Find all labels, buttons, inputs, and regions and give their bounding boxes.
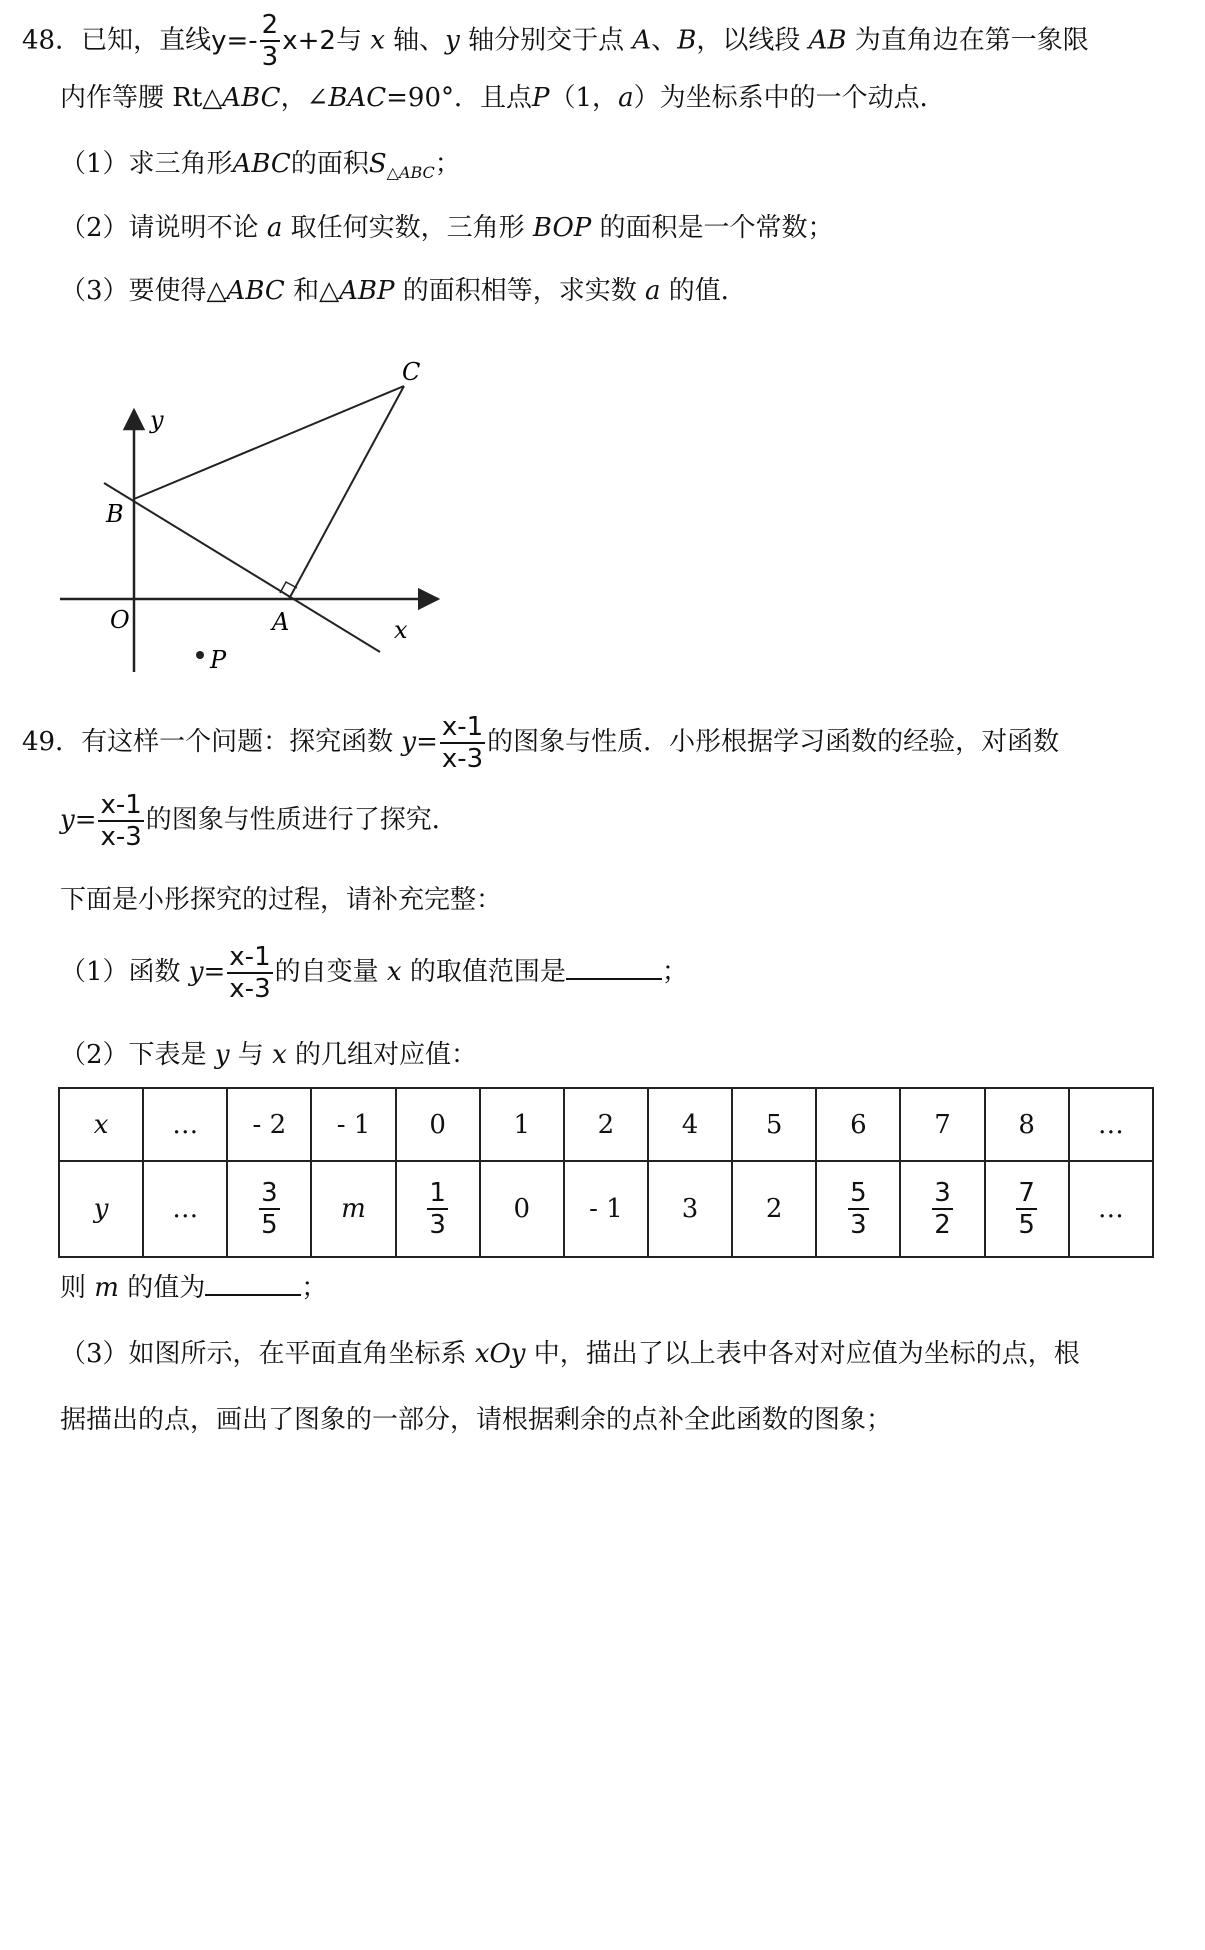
value-table: [58, 1087, 1154, 1258]
segment-ca: [289, 386, 404, 599]
label-c: C: [402, 358, 421, 386]
answer-blank-domain[interactable]: [566, 952, 662, 980]
q49-line-2: y= $\frac{x-1}{x-3}$ 的图象与性质进行了探究．: [60, 790, 458, 852]
q48-part-2: （2）请说明不论 a 取任何实数，三角形 BOP 的面积是一个常数；: [60, 213, 834, 243]
q49-part-3-line-2: 据描出的点，画出了图象的一部分，请根据剩余的点补全此函数的图象；: [60, 1405, 893, 1435]
segment-bc: [134, 386, 404, 499]
q48-number: 48．: [22, 25, 82, 56]
table-cell: …: [143, 1161, 227, 1257]
table-cell: $\frac{3}{5}$: [227, 1161, 311, 1257]
q49-number: 49．: [22, 727, 82, 757]
label-x: x: [394, 616, 408, 644]
point-p: [196, 651, 204, 659]
q48-line-1: 48．已知，直线y=- $\frac{2}{3}$ x+2与 x 轴、y 轴分别交于点 A、B，以线段 AB 为直角边在第一象限: [22, 10, 1089, 72]
table-cell: 4: [648, 1088, 732, 1161]
table-header-x: x: [59, 1088, 143, 1161]
table-cell: 0: [480, 1161, 564, 1257]
table-cell: 6: [816, 1088, 900, 1161]
table-header-y: y: [59, 1161, 143, 1257]
q49-line-1: 49．有这样一个问题：探究函数 y= $\frac{x-1}{x-3}$ 的图象与性质．小彤根据学习函数的经验，对函数: [22, 712, 1060, 774]
table-cell: …: [1069, 1161, 1153, 1257]
q48-line-2: 内作等腰 Rt△ABC，∠BAC=90°．且点P（1，a）为坐标系中的一个动点．: [60, 83, 946, 113]
table-cell: $\frac{3}{2}$: [900, 1161, 984, 1257]
q49-part-2: （2）下表是 y 与 x 的几组对应值：: [60, 1040, 478, 1070]
table-cell: 2: [732, 1161, 816, 1257]
table-row-y: [59, 1161, 1153, 1257]
label-y: y: [150, 406, 164, 434]
table-cell: …: [1069, 1088, 1153, 1161]
table-cell: m: [311, 1161, 395, 1257]
table-cell: - 1: [311, 1088, 395, 1161]
label-b: B: [106, 500, 124, 528]
label-o: O: [110, 606, 130, 634]
table-cell: 8: [985, 1088, 1069, 1161]
table-cell: 0: [396, 1088, 480, 1161]
table-cell: - 1: [564, 1161, 648, 1257]
table-cell: - 2: [227, 1088, 311, 1161]
table-cell: 2: [564, 1088, 648, 1161]
table-cell: $\frac{1}{3}$: [396, 1161, 480, 1257]
table-cell: 5: [732, 1088, 816, 1161]
q48-figure: [50, 350, 470, 690]
label-p: P: [210, 646, 227, 674]
table-cell: 3: [648, 1161, 732, 1257]
table-cell: 1: [480, 1088, 564, 1161]
table-row-x: [59, 1088, 1153, 1161]
q49-part-1: （1）函数 y= $\frac{x-1}{x-3}$ 的自变量 x 的取值范围是 ；: [60, 942, 688, 1004]
table-cell: $\frac{7}{5}$: [985, 1161, 1069, 1257]
answer-blank-m[interactable]: [205, 1268, 301, 1296]
label-a: A: [272, 608, 290, 636]
table-cell: 7: [900, 1088, 984, 1161]
q48-part-1: （1）求三角形ABC的面积$S_{\triangle ABC}$；: [60, 149, 461, 183]
q48-part-3: （3）要使得△ABC 和△ABP 的面积相等，求实数 a 的值．: [60, 276, 747, 306]
q48-equation: y=- $\frac{2}{3}$ x+2: [211, 10, 336, 72]
table-cell: $\frac{5}{3}$: [816, 1161, 900, 1257]
q49-line-3: 下面是小彤探究的过程，请补充完整：: [60, 885, 503, 915]
table-cell: …: [143, 1088, 227, 1161]
q49-m-line: 则 m 的值为 ；: [60, 1268, 327, 1308]
q49-part-3: （3）如图所示，在平面直角坐标系 xOy 中，描出了以上表中各对对应值为坐标的点，根: [60, 1339, 1080, 1369]
